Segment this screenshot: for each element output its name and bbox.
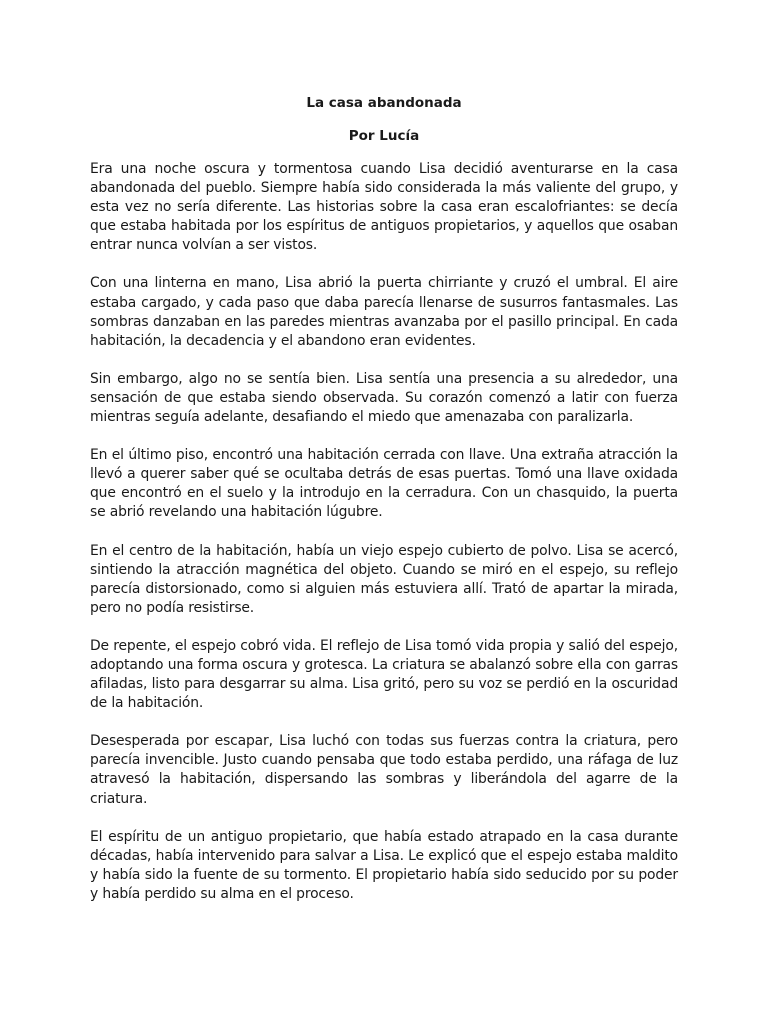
document-page (90, 94, 678, 923)
document-title: La casa abandonada (306, 95, 462, 111)
paragraph-8: El espíritu de un antiguo propietario, que había estado atrapado en la casa durante décadas, había intervenido para salvar a Lisa. Le explicó que el espejo estaba maldito y había sido la fuente de su tormento. El propietario había sido seducido por su poder y había perdido su alma en el proceso. (90, 828, 678, 902)
document-body (90, 160, 678, 904)
paragraph-6: De repente, el espejo cobró vida. El reflejo de Lisa tomó vida propia y salió del espejo, adoptando una forma oscura y grotesca. La criatura se abalanzó sobre ella con garras afiladas, listo para desgarrar su alma. Lisa gritó, pero su voz se perdió en la oscuridad de la habitación. (90, 637, 678, 712)
paragraph-2: Con una linterna en mano, Lisa abrió la puerta chirriante y cruzó el umbral. El aire estaba cargado, y cada paso que daba parecía llenarse de susurros fantasmales. Las sombras danzaban en las paredes mientras avanzaba por el pasillo principal. En cada habitación, la decadencia y el abandono eran evidentes. (90, 275, 678, 349)
document-author: Por Lucía (348, 128, 420, 144)
paragraph-5: En el centro de la habitación, había un viejo espejo cubierto de polvo. Lisa se acercó, sintiendo la atracción magnética del objeto. Cuando se miró en el espejo, su reflejo parecía distorsionado, como si alguien más estuviera allí. Trató de apartar la mirada, pero no podía resistirse. (90, 542, 678, 616)
paragraph-7: Desesperada por escapar, Lisa luchó con todas sus fuerzas contra la criatura, pero parecía invencible. Justo cuando pensaba que todo estaba perdido, una ráfaga de luz atravesó la habitación, dispersando las sombras y liberándola del agarre de la criatura. (90, 733, 678, 807)
paragraph-3: Sin embargo, algo no se sentía bien. Lisa sentía una presencia a su alrededor, una sensación de que estaba siendo observada. Su corazón comenzó a latir con fuerza mientras seguía adelante, desafiando el miedo que amenazaba con paralizarla. (90, 370, 678, 426)
paragraph-4: En el último piso, encontró una habitación cerrada con llave. Una extraña atracción la llevó a querer saber qué se ocultaba detrás de esas puertas. Tomó una llave oxidada que encontró en el suelo y la introdujo en la cerradura. Con un chasquido, la puerta se abrió revelando una habitación lúgubre. (90, 447, 678, 521)
paragraph-1: Era una noche oscura y tormentosa cuando Lisa decidió aventurarse en la casa abandonada del pueblo. Siempre había sido considerada la más valiente del grupo, y esta vez no sería diferente. Las historias sobre la casa eran escalofriantes: se decía que estaba habitada por los espíritus de antiguos propietarios, y aquellos que osaban entrar nunca volvían a ser vistos. (90, 161, 678, 254)
